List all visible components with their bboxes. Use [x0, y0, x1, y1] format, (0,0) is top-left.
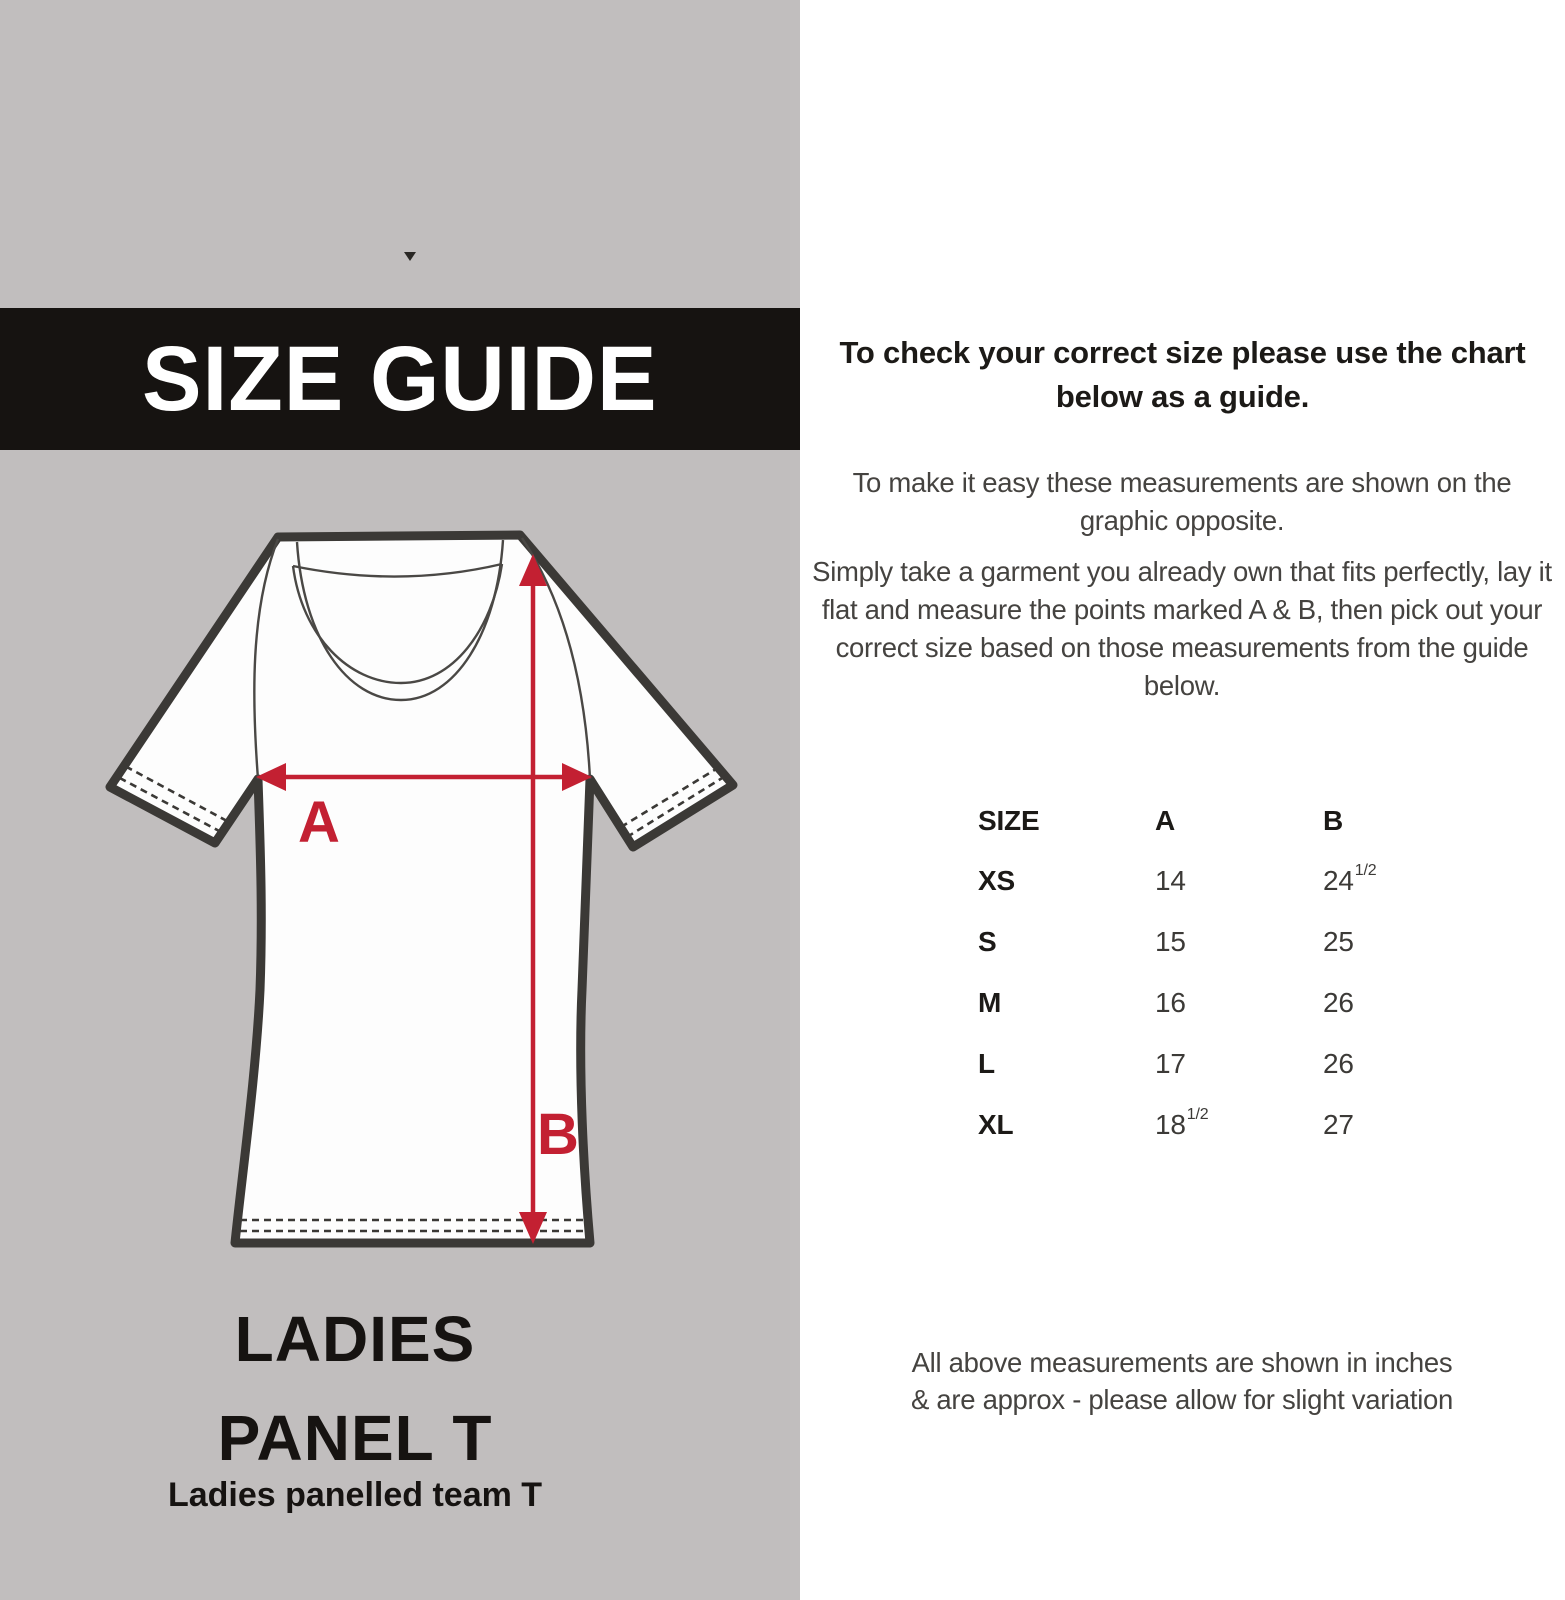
table-cell: L	[978, 1047, 995, 1079]
right-panel	[800, 0, 1565, 1600]
table-cell: S	[978, 925, 997, 957]
table-row	[978, 972, 1448, 1033]
table-cell: $24^{1/2}$	[1323, 862, 1377, 896]
table-cell: 27	[1323, 1108, 1354, 1140]
product-subtitle: Ladies panelled team T	[167, 1476, 543, 1514]
measurement-label-b: B	[537, 1102, 579, 1167]
table-cell: 26	[1323, 986, 1354, 1018]
size-guide-banner	[0, 308, 800, 450]
instructions-paragraph: Simply take a garment you already own that fits perfectly, lay it flat and measure the points marked A & B, then pick out your correct size based on those measurements from the guide below.	[812, 556, 1552, 701]
table-cell: XS	[978, 864, 1015, 896]
table-cell: 25	[1323, 925, 1354, 957]
intro-paragraph: To make it easy these measurements are shown on the graphic opposite.	[852, 467, 1512, 536]
col-header-b: B	[1323, 805, 1344, 836]
product-title-line2: PANEL T	[217, 1402, 493, 1474]
table-row	[978, 1033, 1448, 1094]
table-header-row	[978, 792, 1448, 850]
right-heading: To check your correct size please use the chart below as a guide.	[839, 335, 1526, 414]
col-header-size: SIZE	[978, 805, 1040, 836]
table-cell: $18^{1/2}$	[1155, 1106, 1209, 1140]
footnote	[812, 1344, 1552, 1418]
measurement-label-a: A	[298, 790, 340, 855]
size-table-body	[978, 850, 1448, 1155]
table-cell: 16	[1155, 986, 1186, 1018]
table-row	[978, 850, 1448, 911]
size-table	[978, 792, 1448, 1155]
footnote-line1: All above measurements are shown in inches	[911, 1347, 1453, 1378]
table-cell: 17	[1155, 1047, 1186, 1079]
tshirt-diagram	[50, 520, 750, 1260]
product-title	[55, 1290, 655, 1488]
table-cell: 14	[1155, 864, 1186, 896]
table-cell: M	[978, 986, 1002, 1018]
table-row	[978, 1094, 1448, 1155]
table-cell: 15	[1155, 925, 1186, 957]
tshirt-outline	[110, 535, 733, 1243]
footnote-line2: & are approx - please allow for slight variation	[911, 1384, 1453, 1415]
table-cell: XL	[978, 1108, 1014, 1140]
col-header-a: A	[1155, 805, 1176, 836]
table-cell: 26	[1323, 1047, 1354, 1079]
table-row	[978, 911, 1448, 972]
banner-title: SIZE GUIDE	[142, 327, 658, 430]
tiny-triangle-marker	[404, 252, 416, 261]
product-title-line1: LADIES	[234, 1303, 476, 1375]
